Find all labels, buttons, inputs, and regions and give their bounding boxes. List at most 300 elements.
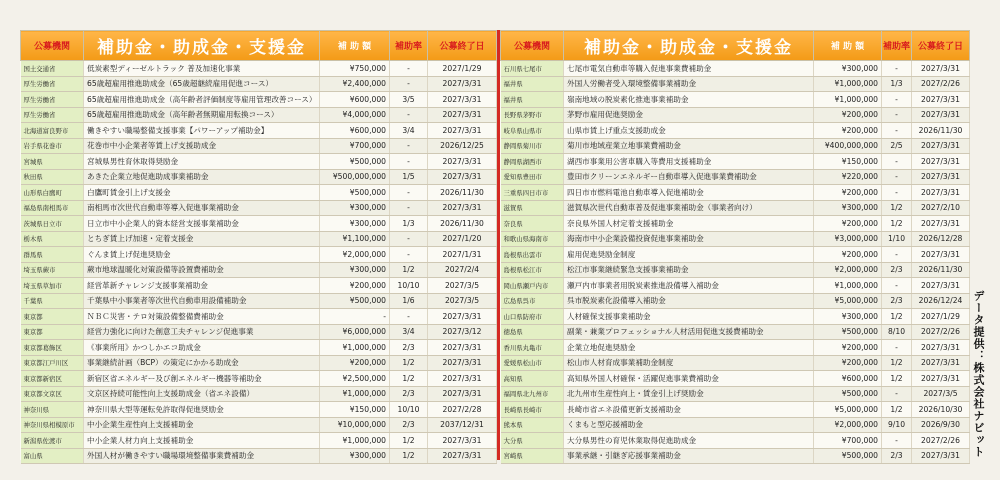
rate-cell: 1/2 [882, 355, 912, 371]
org-cell: 奈良県 [501, 216, 564, 232]
amount-cell: ¥500,000,000 [320, 169, 390, 185]
rate-cell: - [882, 247, 912, 263]
table-row [501, 262, 970, 278]
end-date-cell: 2027/3/31 [912, 169, 970, 185]
end-date-cell: 2027/3/31 [912, 185, 970, 201]
subsidy-name-cell: とちぎ賃上げ加速・定着支援金 [84, 231, 320, 247]
amount-cell: ¥300,000 [320, 200, 390, 216]
table-row [501, 76, 970, 92]
amount-cell: ¥600,000 [320, 123, 390, 139]
table-row [21, 402, 497, 418]
end-date-cell: 2026/10/30 [912, 402, 970, 418]
table-row [21, 278, 497, 294]
amount-cell: ¥3,000,000 [814, 231, 882, 247]
table-row [21, 200, 497, 216]
subsidy-name-cell: 65歳超雇用推進助成金（高年齢者無期雇用転換コース） [84, 107, 320, 123]
rate-cell: 3/4 [390, 324, 428, 340]
header-end-date: 公募終了日 [428, 31, 497, 61]
table-row [21, 324, 497, 340]
end-date-cell: 2027/3/31 [912, 138, 970, 154]
table-row [21, 293, 497, 309]
subsidy-name-cell: 事業承継・引継ぎ応援事業補助金 [564, 448, 814, 464]
subsidy-name-cell: 湖西市事業用公害車購入等費用支援補助金 [564, 154, 814, 170]
amount-cell: ¥10,000,000 [320, 417, 390, 433]
rate-cell: 3/5 [390, 92, 428, 108]
subsidy-name-cell: 海南市中小企業設備投資促進事業補助金 [564, 231, 814, 247]
table-row [501, 293, 970, 309]
amount-cell: ¥600,000 [320, 92, 390, 108]
amount-cell: ¥500,000 [814, 448, 882, 464]
end-date-cell: 2027/1/29 [912, 309, 970, 325]
table-row [501, 216, 970, 232]
subsidy-name-cell: 千葉県中小事業者等次世代自動車用設備補助金 [84, 293, 320, 309]
rate-cell: - [882, 185, 912, 201]
table-row [501, 107, 970, 123]
org-cell: 長野県茅野市 [501, 107, 564, 123]
subsidy-name-cell: 高知県外国人材確保・活躍促進事業費補助金 [564, 371, 814, 387]
amount-cell: ¥700,000 [814, 433, 882, 449]
org-cell: 福島県南相馬市 [21, 200, 84, 216]
amount-cell: ¥300,000 [814, 200, 882, 216]
end-date-cell: 2026/11/30 [912, 123, 970, 139]
rate-cell: 1/6 [390, 293, 428, 309]
rate-cell: - [390, 200, 428, 216]
header-org: 公募機関 [21, 31, 84, 61]
amount-cell: ¥500,000 [814, 324, 882, 340]
amount-cell: ¥5,000,000 [814, 402, 882, 418]
table-row [501, 309, 970, 325]
subsidy-name-cell: 南相馬市次世代自動車等導入促進事業補助金 [84, 200, 320, 216]
subsidy-name-cell: 四日市市燃料電池自動車導入促進補助金 [564, 185, 814, 201]
end-date-cell: 2027/3/31 [428, 309, 497, 325]
amount-cell: ¥4,000,000 [320, 107, 390, 123]
subsidy-name-cell: 松山市人材育成事業補助金制度 [564, 355, 814, 371]
end-date-cell: 2027/3/31 [428, 433, 497, 449]
end-date-cell: 2027/3/31 [428, 107, 497, 123]
end-date-cell: 2027/3/31 [428, 76, 497, 92]
rate-cell: 1/2 [390, 262, 428, 278]
rate-cell: - [882, 169, 912, 185]
org-cell: 新潟県佐渡市 [21, 433, 84, 449]
table-row [501, 371, 970, 387]
table-row [21, 138, 497, 154]
table-row [21, 185, 497, 201]
table-row [501, 200, 970, 216]
org-cell: 滋賀県 [501, 200, 564, 216]
rate-cell: - [390, 107, 428, 123]
rate-cell: - [882, 107, 912, 123]
org-cell: 静岡県湖西市 [501, 154, 564, 170]
subsidy-name-cell: 企業立地促進奨励金 [564, 340, 814, 356]
amount-cell: ¥500,000 [320, 185, 390, 201]
org-cell: 徳島県 [501, 324, 564, 340]
end-date-cell: 2026/9/30 [912, 417, 970, 433]
table-header-row [21, 31, 497, 61]
rate-cell: - [390, 138, 428, 154]
rate-cell: - [390, 247, 428, 263]
end-date-cell: 2027/3/31 [912, 92, 970, 108]
table-row [21, 262, 497, 278]
table-row [21, 371, 497, 387]
end-date-cell: 2027/3/31 [912, 355, 970, 371]
table-row [501, 417, 970, 433]
rate-cell: - [390, 76, 428, 92]
rate-cell: - [390, 154, 428, 170]
end-date-cell: 2027/3/31 [428, 123, 497, 139]
org-cell: 広島県呉市 [501, 293, 564, 309]
table-row [501, 355, 970, 371]
end-date-cell: 2027/3/31 [428, 355, 497, 371]
amount-cell: ¥300,000 [814, 61, 882, 77]
table-row [21, 76, 497, 92]
amount-cell: ¥200,000 [814, 355, 882, 371]
org-cell: 岡山県瀬戸内市 [501, 278, 564, 294]
rate-cell: - [882, 61, 912, 77]
org-cell: 神奈川県 [21, 402, 84, 418]
table-row [501, 448, 970, 464]
table-row [501, 123, 970, 139]
rate-cell: 2/3 [390, 417, 428, 433]
end-date-cell: 2027/3/31 [912, 247, 970, 263]
org-cell: 山形県白鷹町 [21, 185, 84, 201]
subsidy-name-cell: 白鷹町賃金引上げ支援金 [84, 185, 320, 201]
rate-cell: 10/10 [390, 278, 428, 294]
table-row [21, 231, 497, 247]
rate-cell: 2/3 [390, 386, 428, 402]
end-date-cell: 2027/2/28 [428, 402, 497, 418]
rate-cell: - [390, 185, 428, 201]
org-cell: 福岡県北九州市 [501, 386, 564, 402]
table-row [21, 309, 497, 325]
org-cell: 群馬県 [21, 247, 84, 263]
table-row [501, 61, 970, 77]
end-date-cell: 2027/3/12 [428, 324, 497, 340]
end-date-cell: 2027/3/5 [912, 386, 970, 402]
amount-cell: ¥2,000,000 [320, 247, 390, 263]
end-date-cell: 2027/3/31 [912, 154, 970, 170]
amount-cell: ¥2,500,000 [320, 371, 390, 387]
end-date-cell: 2027/3/31 [912, 107, 970, 123]
org-cell: 岐阜県山県市 [501, 123, 564, 139]
table-row [501, 433, 970, 449]
end-date-cell: 2026/12/24 [912, 293, 970, 309]
rate-cell: 1/2 [390, 433, 428, 449]
amount-cell: ¥600,000 [814, 371, 882, 387]
rate-cell: 8/10 [882, 324, 912, 340]
table-row [501, 185, 970, 201]
subsidy-name-cell: 《事業所用》かつしかエコ助成金 [84, 340, 320, 356]
subsidy-name-cell: 新宿区省エネルギー及び創エネルギー機器等補助金 [84, 371, 320, 387]
subsidy-name-cell: 北九州市生産性向上・賃金引上げ奨励金 [564, 386, 814, 402]
subsidy-listing-sheet [20, 30, 968, 460]
org-cell: 栃木県 [21, 231, 84, 247]
subsidy-name-cell: 豊田市クリーンエネルギー自動車導入促進事業費補助金 [564, 169, 814, 185]
subsidy-name-cell: 65歳超雇用推進助成金（65歳超継続雇用促進コース） [84, 76, 320, 92]
rate-cell: 1/2 [882, 309, 912, 325]
org-cell: 大分県 [501, 433, 564, 449]
table-row [21, 154, 497, 170]
org-cell: 東京都文京区 [21, 386, 84, 402]
amount-cell: ¥300,000 [320, 262, 390, 278]
table-row [501, 231, 970, 247]
subsidy-name-cell: 大分県男性の育児休業取得促進助成金 [564, 433, 814, 449]
org-cell: 神奈川県相模原市 [21, 417, 84, 433]
amount-cell: ¥200,000 [320, 355, 390, 371]
org-cell: 岩手県花巻市 [21, 138, 84, 154]
rate-cell: 1/2 [882, 371, 912, 387]
end-date-cell: 2027/2/26 [912, 76, 970, 92]
header-amount: 補 助 額 [320, 31, 390, 61]
rate-cell: 1/2 [882, 402, 912, 418]
header-name: 補助金・助成金・支援金 [564, 31, 814, 61]
amount-cell: ¥500,000 [320, 293, 390, 309]
amount-cell: ¥1,000,000 [320, 433, 390, 449]
subsidy-name-cell: 滋賀県次世代自動車普及促進事業補助金（事業者向け） [564, 200, 814, 216]
subsidy-name-cell: 嶺南地域の脱炭素化推進事業補助金 [564, 92, 814, 108]
subsidy-name-cell: 雇用促進奨励金制度 [564, 247, 814, 263]
end-date-cell: 2027/3/31 [428, 448, 497, 464]
org-cell: 国土交通省 [21, 61, 84, 77]
subsidy-name-cell: 神奈川県大型等運転免許取得促進奨励金 [84, 402, 320, 418]
subsidy-name-cell: 副業・兼業プロフェッショナル人材活用促進支援費補助金 [564, 324, 814, 340]
org-cell: 愛媛県松山市 [501, 355, 564, 371]
rate-cell: 1/5 [390, 169, 428, 185]
subsidy-name-cell: 蕨市地球温暖化対策設備等設置費補助金 [84, 262, 320, 278]
subsidy-name-cell: 長崎市省エネ設備更新支援補助金 [564, 402, 814, 418]
org-cell: 埼玉県草加市 [21, 278, 84, 294]
table-row [21, 123, 497, 139]
amount-cell: ¥200,000 [814, 247, 882, 263]
amount-cell: ¥200,000 [814, 185, 882, 201]
amount-cell: ¥2,400,000 [320, 76, 390, 92]
data-credit: データ提供：株式会社ナビット [972, 290, 985, 458]
org-cell: 埼玉県蕨市 [21, 262, 84, 278]
org-cell: 東京都 [21, 324, 84, 340]
rate-cell: 1/2 [882, 216, 912, 232]
org-cell: 千葉県 [21, 293, 84, 309]
org-cell: 宮崎県 [501, 448, 564, 464]
table-row [21, 386, 497, 402]
rate-cell: 1/2 [882, 200, 912, 216]
subsidy-name-cell: 外国人労働者受入環境整備事業補助金 [564, 76, 814, 92]
header-amount: 補 助 額 [814, 31, 882, 61]
end-date-cell: 2026/11/30 [428, 216, 497, 232]
table-row [501, 386, 970, 402]
org-cell: 富山県 [21, 448, 84, 464]
org-cell: 山口県防府市 [501, 309, 564, 325]
subsidy-name-cell: 文京区持続可能性向上支援助成金（省エネ設備） [84, 386, 320, 402]
end-date-cell: 2027/3/5 [428, 278, 497, 294]
table-row [21, 355, 497, 371]
table-row [501, 154, 970, 170]
table-row [21, 169, 497, 185]
rate-cell: - [882, 154, 912, 170]
amount-cell: ¥1,000,000 [814, 76, 882, 92]
org-cell: 厚生労働省 [21, 92, 84, 108]
rate-cell: 9/10 [882, 417, 912, 433]
subsidy-name-cell: 日立市中小企業人的資本経営支援事業補助金 [84, 216, 320, 232]
subsidy-name-cell: くまもと型応援補助金 [564, 417, 814, 433]
end-date-cell: 2027/3/31 [428, 340, 497, 356]
org-cell: 静岡県菊川市 [501, 138, 564, 154]
end-date-cell: 2027/3/5 [428, 293, 497, 309]
amount-cell: ¥500,000 [814, 386, 882, 402]
amount-cell: ¥300,000 [320, 448, 390, 464]
org-cell: 高知県 [501, 371, 564, 387]
header-end-date: 公募終了日 [912, 31, 970, 61]
subsidy-name-cell: 人材確保支援事業補助金 [564, 309, 814, 325]
amount-cell: ¥1,000,000 [320, 386, 390, 402]
rate-cell: 2/5 [882, 138, 912, 154]
rate-cell: - [882, 340, 912, 356]
org-cell: 東京都江戸川区 [21, 355, 84, 371]
amount-cell: ¥1,000,000 [814, 278, 882, 294]
rate-cell: - [882, 433, 912, 449]
subsidy-name-cell: 山県市賃上げ重点支援助成金 [564, 123, 814, 139]
end-date-cell: 2027/3/31 [912, 371, 970, 387]
amount-cell: ¥150,000 [814, 154, 882, 170]
subsidy-name-cell: 呉市脱炭素化設備導入補助金 [564, 293, 814, 309]
amount-cell: ¥150,000 [320, 402, 390, 418]
table-row [21, 247, 497, 263]
table-row [21, 61, 497, 77]
org-cell: 秋田県 [21, 169, 84, 185]
org-cell: 石川県七尾市 [501, 61, 564, 77]
subsidy-name-cell: ＮＢＣ災害・テロ対策設備整備費補助金 [84, 309, 320, 325]
org-cell: 島根県出雲市 [501, 247, 564, 263]
org-cell: 東京都新宿区 [21, 371, 84, 387]
table-row [501, 278, 970, 294]
end-date-cell: 2027/2/4 [428, 262, 497, 278]
amount-cell: ¥2,000,000 [814, 417, 882, 433]
org-cell: 東京都 [21, 309, 84, 325]
end-date-cell: 2027/3/31 [428, 92, 497, 108]
amount-cell: ¥220,000 [814, 169, 882, 185]
amount-cell: ¥750,000 [320, 61, 390, 77]
org-cell: 長崎県長崎市 [501, 402, 564, 418]
end-date-cell: 2027/3/31 [428, 200, 497, 216]
amount-cell: ¥200,000 [320, 278, 390, 294]
table-row [501, 340, 970, 356]
org-cell: 宮城県 [21, 154, 84, 170]
org-cell: 三重県四日市市 [501, 185, 564, 201]
table-header-row [501, 31, 970, 61]
table-row [21, 448, 497, 464]
subsidy-name-cell: 中小企業生産性向上支援補助金 [84, 417, 320, 433]
rate-cell: - [390, 231, 428, 247]
subsidy-table-right [500, 30, 970, 464]
subsidy-name-cell: 経営力強化に向けた創意工夫チャレンジ促進事業 [84, 324, 320, 340]
amount-cell: ¥200,000 [814, 107, 882, 123]
subsidy-name-cell: 外国人材が働きやすい職場環境整備事業費補助金 [84, 448, 320, 464]
end-date-cell: 2027/3/31 [428, 371, 497, 387]
table-row [21, 107, 497, 123]
rate-cell: 3/4 [390, 123, 428, 139]
end-date-cell: 2027/3/31 [912, 340, 970, 356]
end-date-cell: 2027/3/31 [912, 61, 970, 77]
org-cell: 愛知県豊田市 [501, 169, 564, 185]
table-row [21, 216, 497, 232]
table-row [21, 92, 497, 108]
table-row [501, 247, 970, 263]
end-date-cell: 2026/11/30 [428, 185, 497, 201]
end-date-cell: 2027/2/10 [912, 200, 970, 216]
amount-cell: - [320, 309, 390, 325]
rate-cell: 2/3 [390, 340, 428, 356]
rate-cell: 10/10 [390, 402, 428, 418]
org-cell: 福井県 [501, 76, 564, 92]
rate-cell: - [882, 386, 912, 402]
rate-cell: 2/3 [882, 262, 912, 278]
end-date-cell: 2027/2/26 [912, 433, 970, 449]
amount-cell: ¥300,000 [814, 309, 882, 325]
subsidy-name-cell: 七尾市電気自動車等購入促進事業費補助金 [564, 61, 814, 77]
table-row [501, 138, 970, 154]
amount-cell: ¥500,000 [320, 154, 390, 170]
rate-cell: - [390, 309, 428, 325]
amount-cell: ¥200,000 [814, 340, 882, 356]
subsidy-name-cell: 中小企業人材力向上支援補助金 [84, 433, 320, 449]
org-cell: 厚生労働省 [21, 107, 84, 123]
amount-cell: ¥1,100,000 [320, 231, 390, 247]
rate-cell: - [390, 61, 428, 77]
table-row [21, 340, 497, 356]
end-date-cell: 2027/3/31 [428, 169, 497, 185]
subsidy-name-cell: 働きやすい職場整備支援事業【パワーアップ補助金】 [84, 123, 320, 139]
amount-cell: ¥300,000 [320, 216, 390, 232]
table-row [501, 169, 970, 185]
end-date-cell: 2027/3/31 [912, 278, 970, 294]
end-date-cell: 2027/3/31 [912, 216, 970, 232]
end-date-cell: 2027/3/31 [912, 448, 970, 464]
subsidy-name-cell: 花巻市中小企業者等賃上げ支援助成金 [84, 138, 320, 154]
header-org: 公募機関 [501, 31, 564, 61]
end-date-cell: 2027/1/31 [428, 247, 497, 263]
rate-cell: - [882, 123, 912, 139]
end-date-cell: 2027/1/29 [428, 61, 497, 77]
rate-cell: 1/3 [390, 216, 428, 232]
header-rate: 補助率 [882, 31, 912, 61]
table-row [21, 417, 497, 433]
subsidy-name-cell: 65歳超雇用推進助成金（高年齢者評価制度等雇用管理改善コース） [84, 92, 320, 108]
org-cell: 北海道富良野市 [21, 123, 84, 139]
subsidy-name-cell: ぐんま賃上げ促進奨励金 [84, 247, 320, 263]
table-row [501, 92, 970, 108]
subsidy-table-left [20, 30, 497, 464]
subsidy-name-cell: あきた企業立地促進助成事業補助金 [84, 169, 320, 185]
org-cell: 熊本県 [501, 417, 564, 433]
org-cell: 香川県丸亀市 [501, 340, 564, 356]
subsidy-name-cell: 茅野市雇用促進奨励金 [564, 107, 814, 123]
amount-cell: ¥200,000 [814, 216, 882, 232]
org-cell: 東京都葛飾区 [21, 340, 84, 356]
end-date-cell: 2037/12/31 [428, 417, 497, 433]
amount-cell: ¥400,000,000 [814, 138, 882, 154]
rate-cell: 2/3 [882, 448, 912, 464]
org-cell: 和歌山県海南市 [501, 231, 564, 247]
amount-cell: ¥200,000 [814, 123, 882, 139]
amount-cell: ¥6,000,000 [320, 324, 390, 340]
rate-cell: - [882, 278, 912, 294]
subsidy-name-cell: 宮城県男性育休取得奨励金 [84, 154, 320, 170]
end-date-cell: 2027/2/26 [912, 324, 970, 340]
subsidy-name-cell: 低炭素型ディーゼルトラック 普及加速化事業 [84, 61, 320, 77]
org-cell: 島根県松江市 [501, 262, 564, 278]
end-date-cell: 2026/11/30 [912, 262, 970, 278]
amount-cell: ¥5,000,000 [814, 293, 882, 309]
end-date-cell: 2027/3/31 [428, 386, 497, 402]
amount-cell: ¥700,000 [320, 138, 390, 154]
